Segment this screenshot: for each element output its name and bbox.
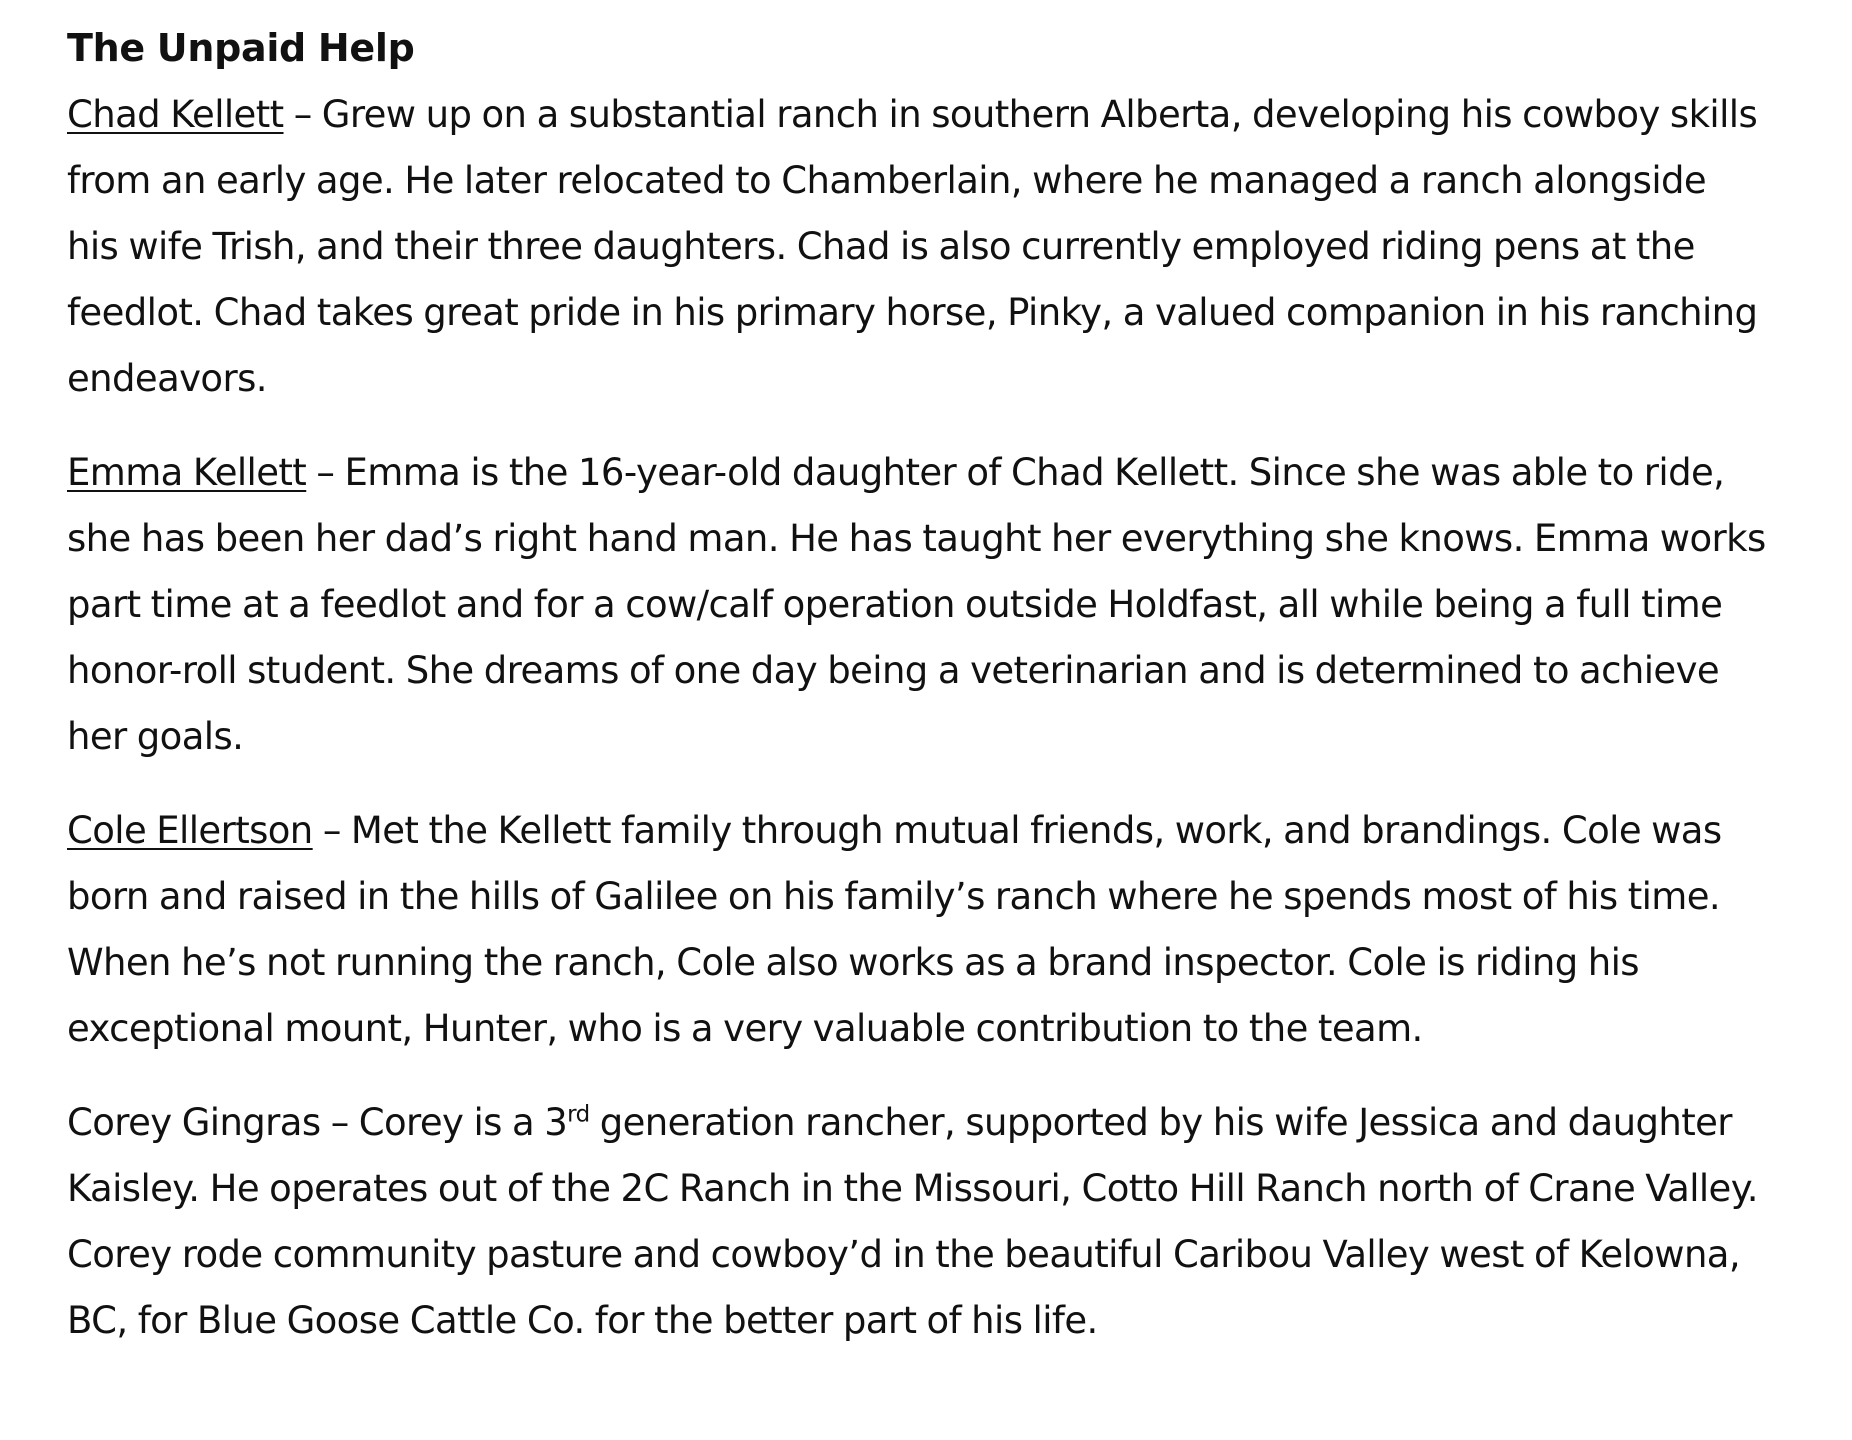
dash: –: [312, 809, 351, 852]
bio-name: Cole Ellertson: [67, 809, 313, 852]
bio-cole-ellertson: [67, 798, 1767, 1062]
bio-text: Grew up on a substantial ranch in southern Alberta, developing his cowboy skills from an early age. He later relocated to Chamberlain, where he managed a ranch alongside his wife Trish, and their three daughters. Chad is also currently employed riding pens at the feedlot. Chad takes great pride in his primary horse, Pinky, a valued companion in his ranching endeavors.: [67, 93, 1758, 400]
bio-name: Corey Gingras: [67, 1101, 321, 1144]
dash: –: [306, 451, 345, 494]
dash: –: [283, 93, 322, 136]
bio-text: Met the Kellett family through mutual friends, work, and brandings. Cole was born and raised in the hills of Galilee on his family’s ranch where he spends most of his time. When he’s not running the ranch, Cole also works as a brand inspector. Cole is riding his exceptional mount, Hunter, who is a very valuable contribution to the team.: [67, 809, 1722, 1050]
ordinal-superscript: rd: [567, 1101, 590, 1128]
bio-corey-gingras: [67, 1090, 1767, 1354]
bio-name: Chad Kellett: [67, 93, 284, 136]
bio-text-end: generation rancher, supported by his wife Jessica and daughter Kaisley. He operates out of the 2C Ranch in the Missouri, Cotto Hill Ranch north of Crane Valley. Corey rode community pasture and cowboy’d in the beautiful Caribou Valley west of Kelowna, BC, for Blue Goose Cattle Co. for the better part of his life.: [67, 1101, 1758, 1342]
document-body: [67, 24, 1767, 1382]
dash: –: [320, 1101, 359, 1144]
bio-text-start: Corey is a 3: [358, 1101, 568, 1144]
bio-name: Emma Kellett: [67, 451, 307, 494]
section-title: The Unpaid Help: [67, 26, 415, 70]
bio-text: Emma is the 16-year-old daughter of Chad Kellett. Since she was able to ride, she has been her dad’s right hand man. He has taught her everything she knows. Emma works part time at a feedlot and for a cow/calf operation outside Holdfast, all while being a full time honor-roll student. She dreams of one day being a veterinarian and is determined to achieve her goals.: [67, 451, 1766, 758]
bio-emma-kellett: [67, 440, 1767, 770]
bio-chad-kellett: [67, 82, 1767, 412]
